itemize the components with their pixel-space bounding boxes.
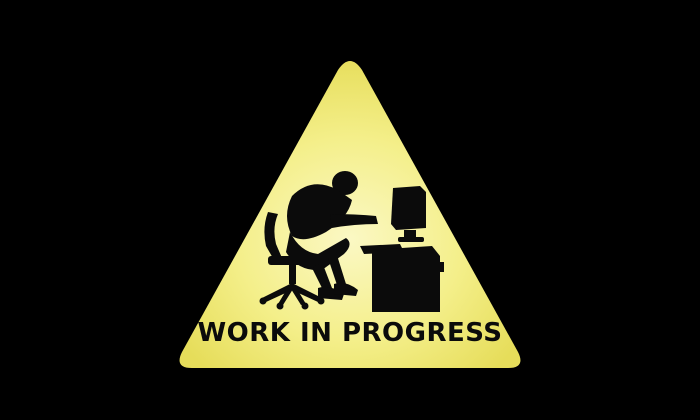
sign-caption: WORK IN PROGRESS <box>197 318 503 348</box>
